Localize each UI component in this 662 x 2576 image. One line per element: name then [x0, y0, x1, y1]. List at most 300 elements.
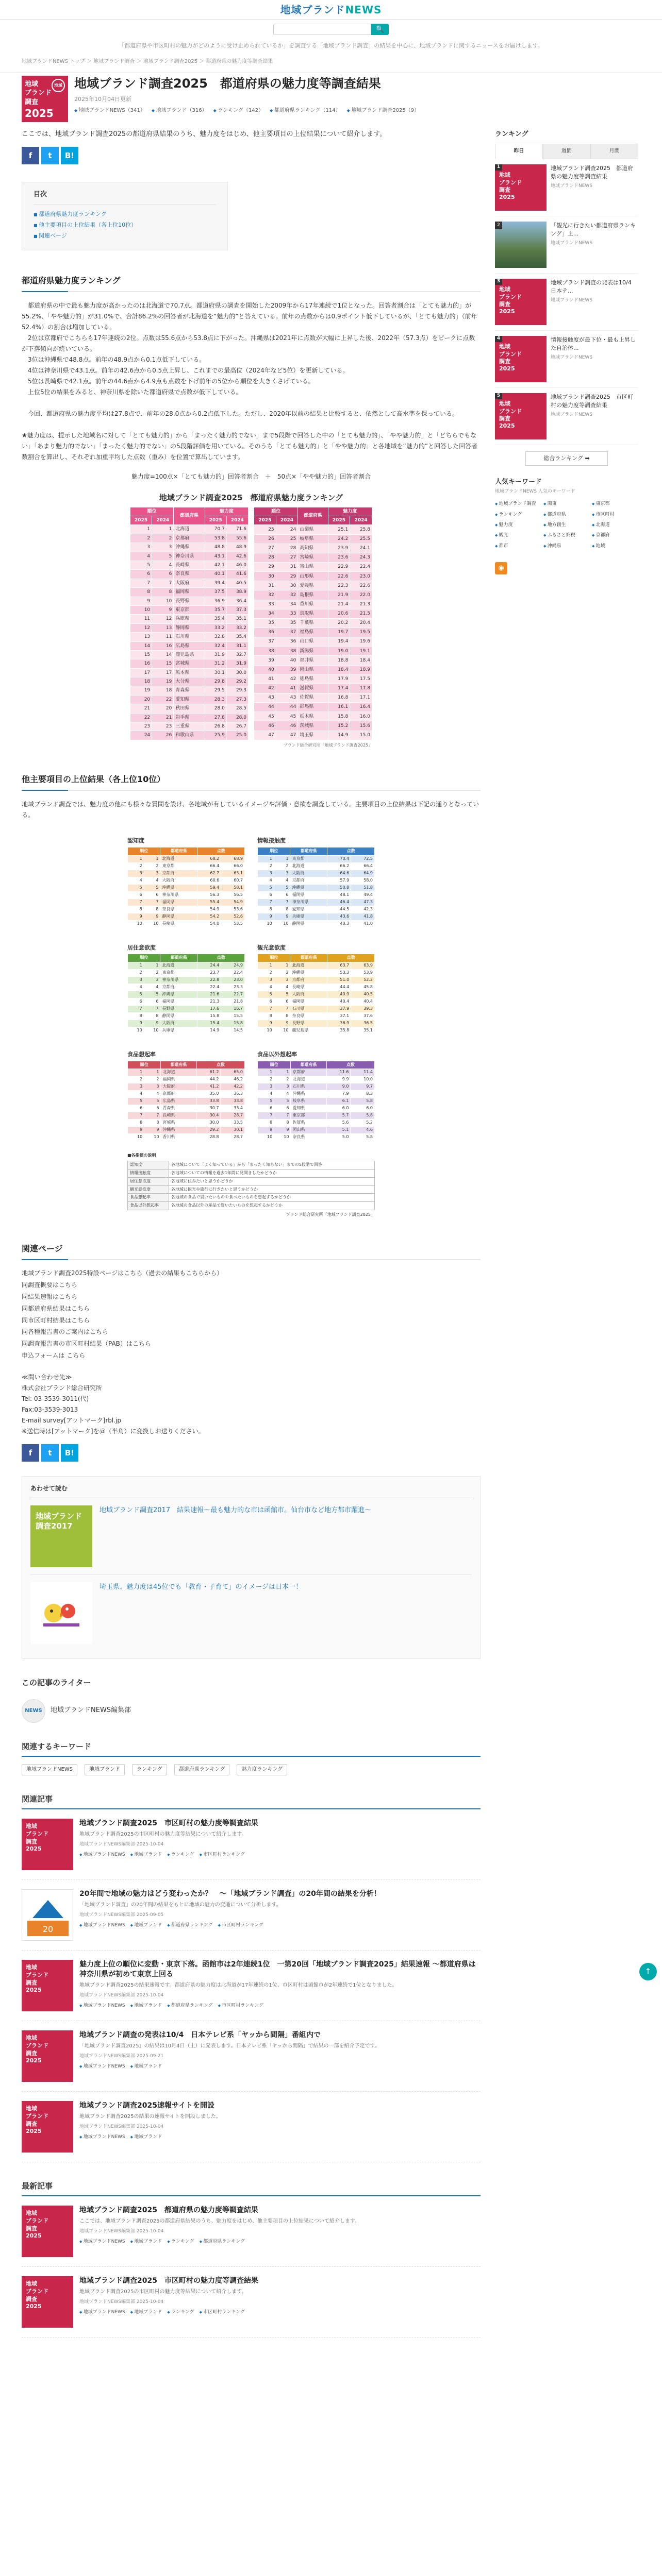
rss-icon[interactable]: ◉ — [495, 562, 507, 574]
table-row — [128, 899, 245, 906]
svg-text:20: 20 — [42, 1924, 54, 1934]
table-cell: 19.4 — [328, 637, 350, 647]
tag-link[interactable]: ◆ ランキング（142） — [213, 107, 264, 115]
sidebar-item-title[interactable]: 地域ブランド調査2025 市区町村の魅力度等調査結果 — [551, 394, 633, 409]
table-cell: 5 — [258, 991, 274, 998]
table-row — [258, 976, 375, 984]
article-title[interactable]: 地域ブランド調査2025速報サイトを開設 — [79, 2101, 214, 2110]
table-cell: 福井県 — [298, 656, 328, 665]
table-cell: 66.4 — [351, 862, 375, 870]
search-icon: 🔍 — [375, 25, 385, 33]
article-title[interactable]: 20年間で地域の魅力はどう変わったか？ ～「地域ブランド調査」の20年間の結果を分析！ — [79, 1889, 381, 1898]
table-cell: 2 — [144, 862, 160, 870]
table-cell: 京都府 — [290, 877, 327, 884]
popular-keyword[interactable]: ◆ ランキング — [495, 511, 541, 518]
table-cell: 14 — [130, 641, 152, 650]
popular-keyword[interactable]: ◆ 観光 — [495, 532, 541, 539]
table-cell: 3 — [128, 976, 144, 984]
table-cell: 9 — [274, 1020, 290, 1027]
table-cell: 8 — [128, 1012, 144, 1020]
facebook-share-button[interactable]: f — [22, 147, 39, 164]
table-cell: 5 — [258, 1098, 274, 1105]
site-logo[interactable]: 地域ブランドNEWS — [280, 3, 382, 16]
table-cell: 15.8 — [328, 712, 350, 721]
table-row — [258, 884, 375, 891]
tag-link[interactable]: ◆ 地域ブランドNEWS — [79, 1851, 125, 1858]
section-heading: 都道府県魅力度ランキング — [22, 274, 481, 293]
table-cell: 30 — [254, 572, 276, 581]
table-cell: 39.3 — [351, 1005, 375, 1012]
article-card[interactable] — [22, 1951, 481, 2021]
table-row — [258, 899, 375, 906]
table-cell: 17.9 — [328, 674, 350, 684]
table-cell: 37.1 — [327, 1012, 351, 1020]
table-cell: 7 — [258, 899, 274, 906]
search-button[interactable] — [371, 24, 389, 35]
keyword-chip[interactable]: ランキング — [132, 1764, 167, 1775]
tag-link[interactable]: ◆ 地域ブランドNEWS — [79, 2238, 125, 2245]
article-thumbnail: 地域 地域 ブランド 調査 2025 — [22, 76, 68, 122]
table-row — [254, 647, 372, 656]
tag-link[interactable]: ◆ ランキング — [167, 2309, 194, 2316]
table-cell: 8 — [258, 906, 274, 913]
overall-ranking-button[interactable]: 総合ランキング ➡ — [525, 451, 608, 466]
table-cell: 31 — [276, 562, 298, 571]
table-row — [258, 962, 375, 969]
table-cell: 石川県 — [290, 1005, 327, 1012]
table-cell: 36.9 — [205, 597, 226, 605]
table-cell: 青森県 — [174, 686, 205, 695]
tag-link[interactable]: ◆ 地域ブランドNEWS — [79, 2063, 125, 2070]
related-link-item[interactable]: 同調査報告書の市区町村結果（PAB）はこちら — [22, 1340, 151, 1348]
table-cell: 福岡県 — [290, 998, 327, 1005]
table-cell: 58.1 — [221, 884, 245, 891]
table-cell: 宮城県 — [174, 659, 205, 668]
tag-link[interactable]: ◆ 都道府県ランキング — [200, 2238, 245, 2245]
tag-link[interactable]: ◆ 地域ブランド調査2025（9） — [347, 107, 420, 115]
article-title[interactable]: 地域ブランド調査2025 市区町村の魅力度等調査結果 — [79, 1819, 258, 1827]
table-cell: 石川県 — [291, 1083, 326, 1091]
keyword-chip[interactable]: 地域ブランド — [85, 1764, 125, 1775]
table-cell: 53.5 — [221, 920, 245, 927]
popular-keyword[interactable]: ◆ 北海道 — [592, 521, 638, 529]
table-cell: 16.8 — [328, 693, 350, 702]
table-row — [258, 1112, 375, 1120]
table-cell: 熊本県 — [174, 668, 205, 677]
table-cell: 2 — [144, 969, 160, 976]
toc-item[interactable]: ■ 他主要項目の上位結果（各上位10位） — [34, 220, 216, 231]
table-cell: 11 — [152, 633, 174, 641]
table-row — [258, 969, 375, 976]
table-row — [130, 731, 249, 740]
article-card[interactable] — [22, 2267, 481, 2337]
tag-link[interactable]: ◆ 地域ブランドNEWS — [79, 2309, 125, 2316]
table-cell: 17.4 — [328, 684, 350, 693]
tab-yesterday[interactable]: 昨日 — [495, 144, 543, 159]
table-cell: 37.5 — [205, 588, 226, 597]
table-row — [258, 1076, 375, 1083]
table-cell: 9 — [144, 913, 160, 920]
toc-item[interactable]: ■ 関連ページ — [34, 231, 216, 242]
table-cell: 20 — [152, 704, 174, 713]
tag-link[interactable]: ◆ 地域ブランド — [130, 2238, 162, 2245]
tag-link[interactable]: ◆ 市区町村ランキング — [200, 2309, 245, 2316]
table-cell: 6 — [274, 891, 290, 899]
table-cell: 32 — [276, 590, 298, 600]
table-cell: 9.7 — [351, 1083, 375, 1091]
latest-article-list — [22, 2196, 481, 2337]
twitter-share-button[interactable]: t — [41, 1444, 59, 1462]
table-row — [254, 684, 372, 693]
table-cell: 5.0 — [326, 1134, 351, 1141]
table-cell: 58.0 — [351, 877, 375, 884]
table-cell: 埼玉県 — [298, 731, 328, 740]
sub-ranking-title: 観光意欲度 — [257, 944, 286, 951]
table-cell: 山形県 — [298, 572, 328, 581]
toc-item[interactable]: ■ 都道府県魅力度ランキング — [34, 209, 216, 220]
tag-link[interactable]: ◆ 地域ブランド — [130, 1922, 162, 1929]
table-cell: 30.0 — [226, 668, 248, 677]
table-cell: 鹿児島県 — [174, 650, 205, 659]
table-cell: 42 — [276, 674, 298, 684]
tag-link[interactable]: ◆ 地域ブランド（316） — [152, 107, 207, 115]
twitter-share-button[interactable]: t — [41, 147, 59, 164]
table-row — [258, 1134, 375, 1141]
tag-link[interactable]: ◆ 地域ブランドNEWS — [79, 1922, 125, 1929]
writer-info[interactable] — [22, 1699, 481, 1723]
table-cell: 1 — [144, 855, 160, 862]
legend-row: 情報接触度 各地域についての情報を過去1年間に見聞きしたかどうか — [128, 1169, 375, 1177]
table-cell: 3 — [274, 870, 290, 877]
table-cell: 神奈川県 — [160, 976, 197, 984]
table-cell: 25 — [276, 534, 298, 544]
article-title[interactable]: 地域ブランド調査の発表は10/4 日本テレビ系「ヤッから間隔」番組内で — [79, 2030, 321, 2039]
table-cell: 8 — [258, 1012, 274, 1020]
table-row — [130, 623, 249, 632]
table-cell: 2 — [274, 862, 290, 870]
popular-keyword[interactable]: ◆ 都道府県 — [543, 511, 590, 518]
table-cell: 長野県 — [174, 597, 205, 605]
table-cell: 6 — [152, 570, 174, 579]
table-cell: 2 — [128, 1076, 144, 1083]
tag-link[interactable]: ◆ 地域ブランドNEWS（341） — [74, 107, 145, 115]
table-row — [128, 891, 245, 899]
popular-keyword[interactable]: ◆ 関東 — [543, 500, 590, 507]
table-cell: 40.4 — [351, 998, 375, 1005]
table-cell: 新潟県 — [298, 647, 328, 656]
table-cell: 鹿児島県 — [290, 1027, 327, 1034]
table-cell: 沖縄県 — [291, 1091, 326, 1098]
table-row — [128, 884, 245, 891]
popular-keyword[interactable]: ◆ 沖縄県 — [543, 543, 590, 550]
sub-ranking-title: 情報接触度 — [257, 837, 286, 844]
table-cell: 49.4 — [351, 891, 375, 899]
table-cell: 21.5 — [350, 609, 372, 618]
table-row — [254, 693, 372, 702]
legend-row: 観光意欲度 各地域に観光や旅行に行きたいと思うかどうか — [128, 1185, 375, 1194]
tag-link[interactable]: ◆ 都道府県ランキング — [167, 2002, 212, 2009]
table-row — [130, 579, 249, 587]
table-cell: 福岡県 — [290, 891, 327, 899]
sidebar-ranking-item[interactable] — [495, 331, 638, 388]
table-cell: 6 — [258, 891, 274, 899]
tag-link[interactable]: ◆ 地域ブランドNEWS — [79, 2002, 125, 2009]
table-cell: 9 — [274, 1127, 291, 1134]
main-content — [22, 73, 481, 2337]
article-card[interactable] — [22, 1880, 481, 1951]
table-cell: 31.9 — [226, 659, 248, 668]
keyword-chip[interactable]: 地域ブランドNEWS — [22, 1764, 77, 1775]
sidebar-thumbnail: 地域 ブランド 調査 2025 1 — [495, 164, 547, 211]
table-cell: 9 — [144, 1127, 161, 1134]
tag-link[interactable]: ◆ 都道府県ランキング — [167, 1922, 212, 1929]
table-cell: 鳥取県 — [298, 609, 328, 618]
table-cell: 15.4 — [197, 1020, 221, 1027]
tag-link[interactable]: ◆ 市区町村ランキング — [218, 2002, 263, 2009]
tag-link[interactable]: ◆ 地域ブランド — [130, 2309, 162, 2316]
tag-link[interactable]: ◆ 地域ブランド — [130, 2002, 162, 2009]
popular-keyword[interactable]: ◆ 市区町村 — [592, 511, 638, 518]
article-title[interactable]: 魅力度上位の順位に変動・東京下落。函館市は2年連続1位 一第20回「地域ブランド調査2025」結果速報 ～都道府県は神奈川県が初めて東京上回る — [79, 1960, 476, 1978]
tag-link[interactable]: ◆ 市区町村ランキング — [218, 1922, 263, 1929]
table-cell: 北海道 — [161, 1069, 196, 1076]
related-link-item[interactable]: 同調査概要はこちら — [22, 1281, 78, 1289]
table-cell: 6 — [274, 1105, 291, 1112]
table-cell: 富山県 — [298, 562, 328, 571]
table-cell: 兵庫県 — [160, 1027, 197, 1034]
table-cell: 5 — [128, 1098, 144, 1105]
tag-link[interactable]: ◆ 地域ブランド — [130, 2063, 162, 2070]
table-cell: 5 — [152, 552, 174, 561]
table-cell: 1 — [258, 855, 274, 862]
article-card[interactable] — [22, 2092, 481, 2162]
table-row — [128, 1134, 245, 1141]
article-card[interactable] — [22, 2021, 481, 2092]
table-cell: 17.6 — [197, 1005, 221, 1012]
indicator-legend: ■各指標の説明 認知度 各地域について「よく知っている」から「まったく知らない」までの5段階で回答 情報接触度 各地域についての情報を過去1年間に見聞きしたかどうか 居住意欲度 各地域に住みたいと思うかどうか 観光意欲度 各地域に観光や旅行に行きたいと思うかどうか 食品想起率 各地域の食品で買いたいものや食べたいものを想起するかどうか 食品以外想起率 各地域の食品以外の産品で買いたいものを想起するかどうか ブランド総合研究所「地域ブランド調査2025」 — [127, 1153, 375, 1217]
related-link-item[interactable]: 同市区町村結果はこちら — [22, 1316, 90, 1324]
table-cell: 56.3 — [197, 891, 221, 899]
hatena-share-button[interactable]: B! — [61, 1444, 78, 1462]
table-cell: 30 — [276, 581, 298, 590]
table-cell: 26 — [152, 731, 174, 740]
tag-link[interactable]: ◆ 地域ブランド — [130, 2133, 162, 2141]
table-cell: 28.7 — [221, 1134, 245, 1141]
table-cell: 東京都 — [160, 862, 197, 870]
legend-row: 認知度 各地域について「よく知っている」から「まったく知らない」までの5段階で回答 — [128, 1161, 375, 1170]
table-cell: 27.3 — [226, 695, 248, 704]
table-cell: 5 — [144, 991, 160, 998]
table-cell: 21 — [130, 704, 152, 713]
popular-keyword[interactable]: ◆ 東京都 — [592, 500, 638, 507]
article-card[interactable] — [22, 2196, 481, 2267]
table-row — [128, 969, 245, 976]
table-cell: 5.8 — [351, 1134, 375, 1141]
sub-ranking-title: 食品想起率 — [127, 1050, 156, 1058]
table-cell: 33 — [276, 609, 298, 618]
table-cell: 9 — [258, 913, 274, 920]
tab-monthly[interactable]: 月間 — [590, 144, 638, 159]
table-row — [258, 1127, 375, 1134]
table-cell: 48.9 — [226, 543, 248, 552]
sidebar-ranking-item[interactable] — [495, 216, 638, 274]
table-cell: 70.7 — [205, 525, 226, 534]
table-cell: 4 — [130, 552, 152, 561]
ranking-table-source: ブランド総合研究所「地域ブランド調査2025」 — [283, 742, 372, 748]
table-cell: 福岡県 — [161, 1076, 196, 1083]
legend-row: 食品想起率 各地域の食品で買いたいものや食べたいものを想起するかどうか — [128, 1194, 375, 1202]
ranking-number: 1 — [495, 164, 502, 171]
article-title[interactable]: 地域ブランド調査2025 都道府県の魅力度等調査結果 — [79, 2206, 258, 2214]
table-cell: 東京都 — [160, 969, 197, 976]
facebook-share-button[interactable]: f — [22, 1444, 39, 1462]
table-cell: 長崎県 — [160, 920, 197, 927]
read-also-item[interactable]: 埼玉県、魅力度は45位でも「教育・子育て」のイメージは日本一！ — [30, 1575, 472, 1651]
article-date: 2025年10月04日更新 — [74, 95, 131, 103]
table-cell: 広島県 — [161, 1098, 196, 1105]
table-cell: 17 — [152, 668, 174, 677]
table-cell: 51.0 — [327, 976, 351, 984]
tag-link[interactable]: ◆ 地域ブランド — [130, 1851, 162, 1858]
hatena-share-button[interactable]: B! — [61, 147, 78, 164]
related-link-item[interactable]: 同結果速報はこちら — [22, 1293, 78, 1300]
table-cell: 18 — [130, 677, 152, 686]
sidebar-item-source: 地域ブランドNEWS — [551, 298, 593, 303]
search-input[interactable] — [273, 24, 371, 35]
table-cell: 島根県 — [298, 590, 328, 600]
table-cell: 41.2 — [196, 1083, 221, 1091]
table-cell: 大阪府 — [290, 870, 327, 877]
table-cell: 38 — [276, 647, 298, 656]
table-cell: 63.9 — [351, 962, 375, 969]
table-cell: 30.1 — [205, 668, 226, 677]
popular-keywords-subtitle: 地域ブランドNEWS 人気のキーワード — [495, 488, 575, 494]
table-cell: 奈良県 — [160, 906, 197, 913]
tag-link[interactable]: ◆ 市区町村ランキング — [200, 1851, 245, 1858]
table-cell: 大阪府 — [160, 1020, 197, 1027]
related-link-item[interactable]: 申込フォームは こちら — [22, 1351, 86, 1359]
sidebar-item-title[interactable]: 地域ブランド調査2025 都道府県の魅力度等調査結果 — [551, 165, 633, 180]
table-row — [254, 712, 372, 721]
related-link-item[interactable]: 同都道府県結果はこちら — [22, 1304, 90, 1312]
table-cell: 23.0 — [350, 572, 372, 581]
table-cell: 7 — [128, 1112, 144, 1120]
table-row — [128, 1120, 245, 1127]
popular-keyword[interactable]: ◆ ふるさと納税 — [543, 532, 590, 539]
table-row — [254, 721, 372, 731]
table-cell: 24 — [276, 525, 298, 534]
table-cell: 23.3 — [221, 984, 245, 991]
table-cell: 35 — [254, 618, 276, 628]
table-cell: 9.0 — [326, 1083, 351, 1091]
tag-link[interactable]: ◆ ランキング — [167, 2238, 194, 2245]
table-row — [128, 976, 245, 984]
table-cell: 茨城県 — [298, 721, 328, 731]
table-cell: 31.2 — [205, 659, 226, 668]
keyword-chip[interactable]: 魅力度ランキング — [237, 1764, 287, 1775]
popular-keyword[interactable]: ◆ 地方創生 — [543, 521, 590, 529]
article-card[interactable] — [22, 1809, 481, 1880]
table-cell: 長崎県 — [290, 984, 327, 991]
read-also-item[interactable]: 地域ブランド調査2017 地域ブランド調査2017 結果速報～最も魅力的な市は函館市。仙台市など地方都市躍進～ — [30, 1498, 472, 1575]
read-also-thumbnail: 地域ブランド調査2017 — [30, 1505, 92, 1567]
sidebar-item-title[interactable]: 情報接触度が最下位・最も上昇した自治体... — [551, 336, 636, 351]
table-cell: 京都府 — [161, 1091, 196, 1098]
table-cell: 3 — [144, 870, 160, 877]
table-cell: 10 — [128, 920, 144, 927]
sidebar-ranking-item[interactable] — [495, 388, 638, 445]
tag-link[interactable]: ◆ 都道府県ランキング（114） — [270, 107, 341, 115]
popular-keyword[interactable]: ◆ 地域ブランド調査 — [495, 500, 541, 507]
table-cell: 佐賀県 — [298, 693, 328, 702]
table-cell: 35.0 — [196, 1091, 221, 1098]
table-cell: 北海道 — [160, 962, 197, 969]
sidebar-item-title[interactable]: 地域ブランド調査の発表は10/4 日本テ... — [551, 279, 637, 294]
sub-ranking-title: 認知度 — [127, 837, 144, 844]
keyword-chip[interactable]: 都道府県ランキング — [174, 1764, 230, 1775]
table-cell: 35.7 — [205, 605, 226, 614]
table-cell: 22.8 — [197, 976, 221, 984]
article-title[interactable]: 地域ブランド調査2025 市区町村の魅力度等調査結果 — [79, 2276, 258, 2285]
popular-keyword[interactable]: ◆ 魅力度 — [495, 521, 541, 529]
back-to-top-button[interactable]: ↑ — [639, 1963, 657, 1980]
table-cell: 兵庫県 — [290, 913, 327, 920]
table-cell: 68.2 — [197, 855, 221, 862]
table-row — [128, 1020, 245, 1027]
writer-name[interactable]: 地域ブランドNEWS編集部 — [51, 1706, 131, 1715]
popular-keyword[interactable]: ◆ 都市 — [495, 543, 541, 550]
table-cell: 15.6 — [350, 721, 372, 731]
table-cell: 京都府 — [290, 976, 327, 984]
related-link-item[interactable]: 同各種報告書のご案内はこちら — [22, 1328, 109, 1336]
table-cell: 岡山県 — [291, 1127, 326, 1134]
table-cell: 24.9 — [221, 962, 245, 969]
table-cell: 36.9 — [327, 1020, 351, 1027]
related-link-item[interactable]: 地域ブランド調査2025特設ページはこちら（過去の結果もこちらから） — [22, 1269, 223, 1277]
table-cell: 56.5 — [221, 891, 245, 899]
table-cell: 静岡県 — [160, 913, 197, 920]
table-cell: 沖縄県 — [160, 884, 197, 891]
table-cell: 1 — [274, 855, 290, 862]
sidebar-ranking-item[interactable] — [495, 159, 638, 216]
popular-keyword[interactable]: ◆ 京都府 — [592, 532, 638, 539]
table-cell: 40.5 — [351, 991, 375, 998]
tag-link[interactable]: ◆ 地域ブランドNEWS — [79, 2133, 125, 2141]
table-row — [254, 665, 372, 674]
table-cell: 19.6 — [350, 637, 372, 647]
table-cell: 2 — [144, 1076, 161, 1083]
sidebar-item-title[interactable]: 「観光に行きたい都道府県ランキング」上... — [551, 222, 636, 237]
table-cell: 19.7 — [328, 628, 350, 637]
page-title: 地域ブランド調査2025 都道府県の魅力度等調査結果 — [74, 76, 381, 91]
sidebar-ranking-item[interactable] — [495, 274, 638, 331]
table-cell: 2 — [258, 969, 274, 976]
tag-link[interactable]: ◆ ランキング — [167, 1851, 194, 1858]
table-cell: 5 — [130, 561, 152, 569]
table-cell: 48.8 — [205, 543, 226, 552]
breadcrumb[interactable]: 地域ブランドNEWS トップ ＞ 地域ブランド調査 ＞ 地域ブランド調査2025 ＞ 都道府県の魅力度等調査結果 — [0, 56, 662, 73]
table-cell: 9 — [130, 597, 152, 605]
table-cell: 23.6 — [328, 553, 350, 562]
sidebar — [495, 73, 638, 2337]
table-cell: 9 — [128, 1127, 144, 1134]
popular-keyword[interactable]: ◆ 地域 — [592, 543, 638, 550]
table-cell: 36.5 — [351, 1020, 375, 1027]
table-cell: 2 — [274, 969, 290, 976]
table-row — [254, 656, 372, 665]
table-cell: 沖縄県 — [174, 543, 205, 552]
tab-weekly[interactable]: 週間 — [543, 144, 591, 159]
